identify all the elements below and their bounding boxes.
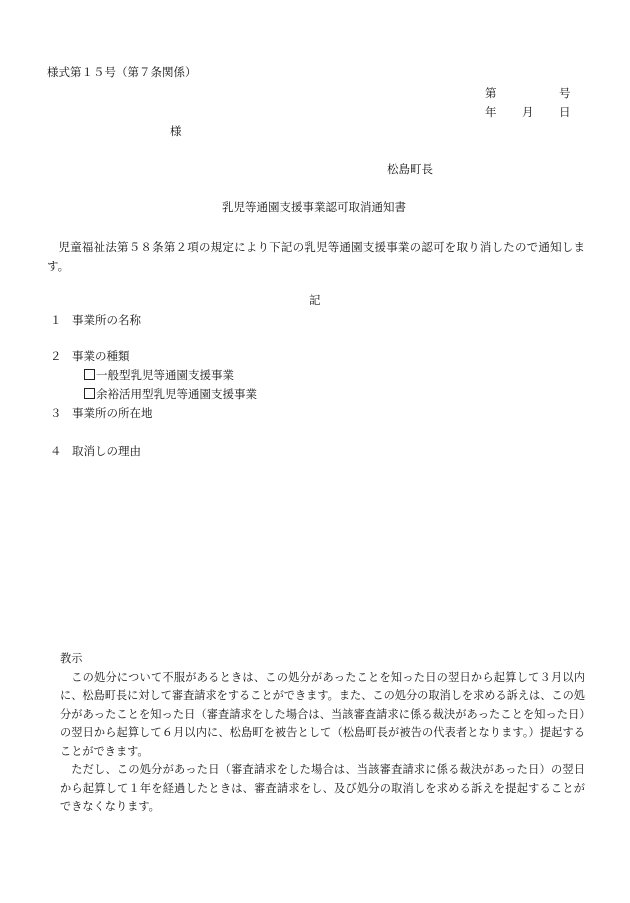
addressee-suffix: 様 <box>170 124 182 138</box>
form-label: 様式第１５号（第７条関係） <box>47 65 197 79</box>
doc-number-prefix: 第 <box>485 86 497 100</box>
option-general-type <box>84 368 234 383</box>
date-month: 月 <box>522 105 534 119</box>
item-3-label: 事業所の所在地 <box>72 406 153 420</box>
option-surplus-type <box>84 387 257 402</box>
checkbox-general-type[interactable] <box>84 369 95 380</box>
body-text: 児童福祉法第５８条第２項の規定により下記の乳児等通園支援事業の認可を取り消したので通知します。 <box>47 240 585 273</box>
ki-heading: 記 <box>309 293 321 307</box>
date-year: 年 <box>485 105 497 119</box>
issuer-name: 松島町長 <box>387 162 433 176</box>
item-1-label: 事業所の名称 <box>72 313 141 327</box>
item-2-number: ２ <box>50 349 62 363</box>
document-title: 乳児等通園支援事業認可取消通知書 <box>222 200 406 214</box>
checkbox-surplus-type[interactable] <box>84 388 95 399</box>
date-day: 日 <box>559 105 571 119</box>
notice-paragraph-1: この処分について不服があるときは、この処分があったことを知った日の翌日から起算して３月以内に、松島町長に対して審査請求をすることができます。また、この処分の取消しを求める訴えは、この処分があったことを知った日（審査請求をした場合は、当該審査請求に係る裁決があったことを知った日）の翌日から起算して６月以内に、松島町を被告として（松島町長が被告の代表者となります。）提起することができます。 <box>60 670 585 758</box>
item-3-number: ３ <box>50 406 62 420</box>
option-surplus-type-label: 余裕活用型乳児等通園支援事業 <box>96 387 257 401</box>
item-2-label: 事業の種類 <box>72 349 130 363</box>
notice-heading: 教示 <box>60 652 83 665</box>
notice-paragraph-2: ただし、この処分があった日（審査請求をした場合は、当該審査請求に係る裁決があった日）の翌日から起算して１年を経過したときは、審査請求をし、及び処分の取消しを求める訴えを提起することができなくなります。 <box>60 763 585 813</box>
appeal-notice <box>60 650 585 817</box>
doc-number-suffix: 号 <box>559 86 571 100</box>
option-general-type-label: 一般型乳児等通園支援事業 <box>96 368 234 382</box>
item-4-number: ４ <box>50 444 62 458</box>
item-1-number: １ <box>50 313 62 327</box>
item-4-label: 取消しの理由 <box>72 444 141 458</box>
